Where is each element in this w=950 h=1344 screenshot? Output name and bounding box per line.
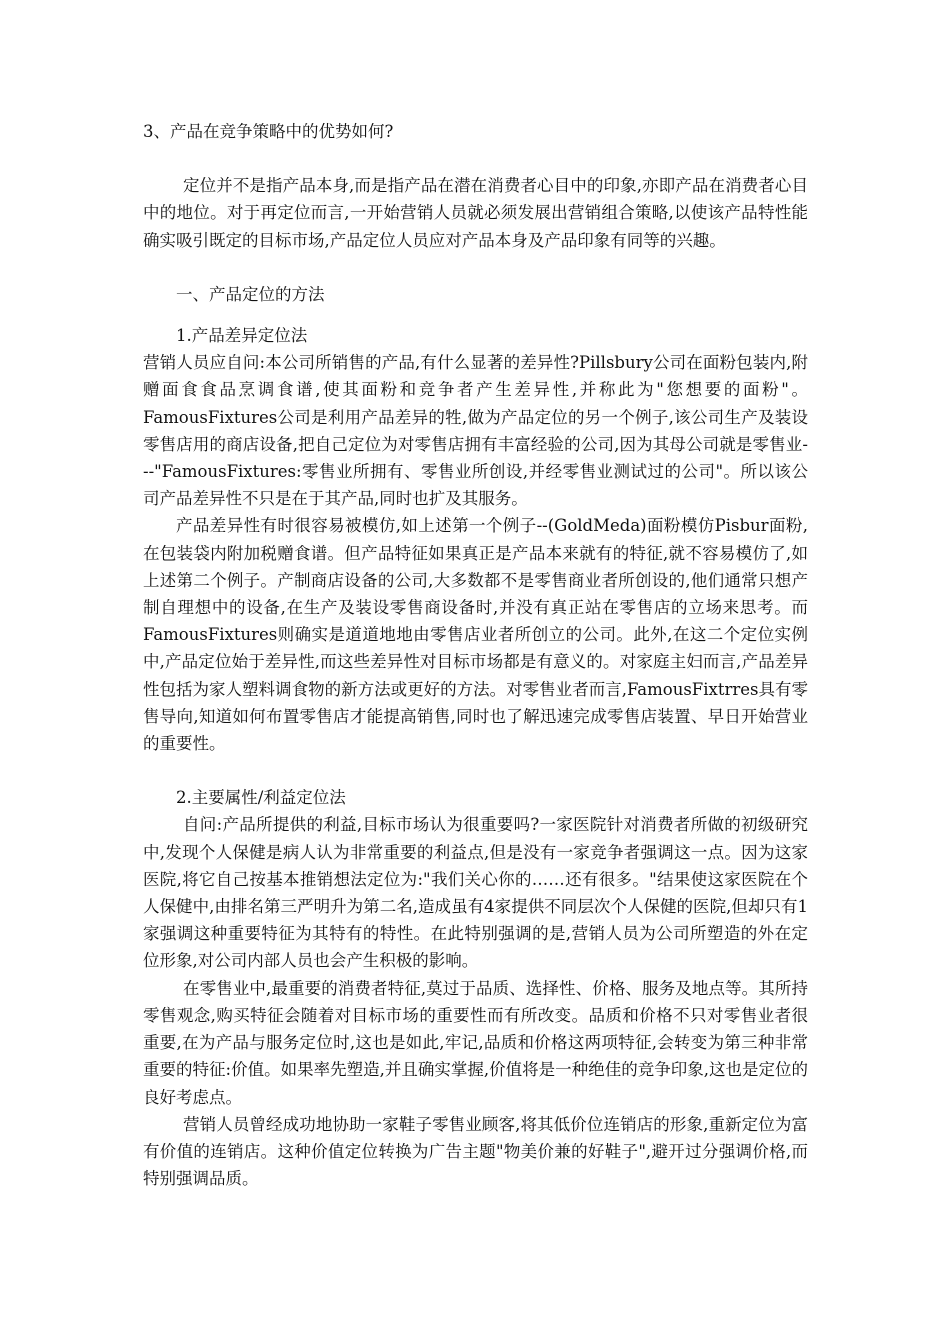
method2-heading: 2.主要属性/利益定位法 (176, 788, 346, 808)
method1-paragraph-1: 营销人员应自问:本公司所销售的产品,有什么显著的差异性?Pillsbury公司在面粉包装内,附赠面食食品烹调食谱,使其面粉和竞争者产生差异性,并称此为"您想要的面粉"。FamousFixtures公司是利用产品差异的牲,做为产品定位的另一个例子,该公司生产及装设零售店用的商店设备,把自己定位为对零售店拥有丰富经验的公司,因为其母公司就是零售业---"FamousFixtures:零售业所拥有、零售业所创设,并经零售业测试过的公司"。所以该公司产品差异性不只是在于其产品,同时也扩及其服务。 (143, 353, 808, 509)
method2-paragraph-1: 自问:产品所提供的利益,目标市场认为很重要吗?一家医院针对消费者所做的初级研究中,发现个人保健是病人认为非常重要的利益点,但是没有一家竞争者强调这一点。因为这家医院,将它自己按基本推销想法定位为:"我们关心你的……还有很多。"结果使这家医院在个人保健中,由排名第三严明升为第二名,造成虽有4家提供不同层次个人保健的医院,但却只有1家强调这种重要特征为其特有的特性。在此特别强调的是,营销人员为公司所塑造的外在定位形象,对公司内部人员也会产生积极的影响。 (143, 815, 808, 971)
intro-paragraph: 定位并不是指产品本身,而是指产品在潜在消费者心目中的印象,亦即产品在消费者心目中的地位。对于再定位而言,一开始营销人员就必须发展出营销组合策略,以使该产品特性能确实吸引既定的目标市场,产品定位人员应对产品本身及产品印象有同等的兴趣。 (143, 176, 808, 250)
method2-paragraph-2: 在零售业中,最重要的消费者特征,莫过于品质、选择性、价格、服务及地点等。其所持零售观念,购买特征会随着对目标市场的重要性而有所改变。品质和价格不只对零售业者很重要,在为产品与服务定位时,这也是如此,牢记,品质和价格这两项特征,会转变为第三种非常重要的特征:价值。如果率先塑造,并且确实掌握,价值将是一种绝佳的竞争印象,这也是定位的良好考虑点。 (143, 978, 808, 1107)
method1-heading: 1.产品差异定位法 (176, 326, 308, 346)
method1-paragraph-2: 产品差异性有时很容易被模仿,如上述第一个例子--(GoldMeda)面粉模仿Pisbur面粉,在包装袋内附加税赠食谱。但产品特征如果真正是产品本来就有的特征,就不容易模仿了,如上述第二个例子。产制商店设备的公司,大多数都不是零售商业者所创设的,他们通常只想产制自理想中的设备,在生产及装设零售商设备时,并没有真正站在零售店的立场来思考。而FamousFixtures则确实是道道地地由零售店业者所创立的公司。此外,在这二个定位实例中,产品定位始于差异性,而这些差异性对目标市场都是有意义的。对家庭主妇而言,产品差异性包括为家人塑料调食物的新方法或更好的方法。对零售业者而言,FamousFixtrres具有零售导向,知道如何布置零售店才能提高销售,同时也了解迅速完成零售店装置、早日开始营业的重要性。 (143, 516, 808, 754)
method2-paragraph-3: 营销人员曾经成功地协助一家鞋子零售业顾客,将其低价位连销店的形象,重新定位为富有价值的连销店。这种价值定位转换为广告主题"物美价兼的好鞋子",避开过分强调价格,而特别强调品质。 (143, 1114, 808, 1189)
question-heading: 3、产品在竞争策略中的优势如何? (143, 122, 394, 141)
document-body (143, 118, 808, 1192)
section-heading: 一、产品定位的方法 (176, 284, 325, 304)
